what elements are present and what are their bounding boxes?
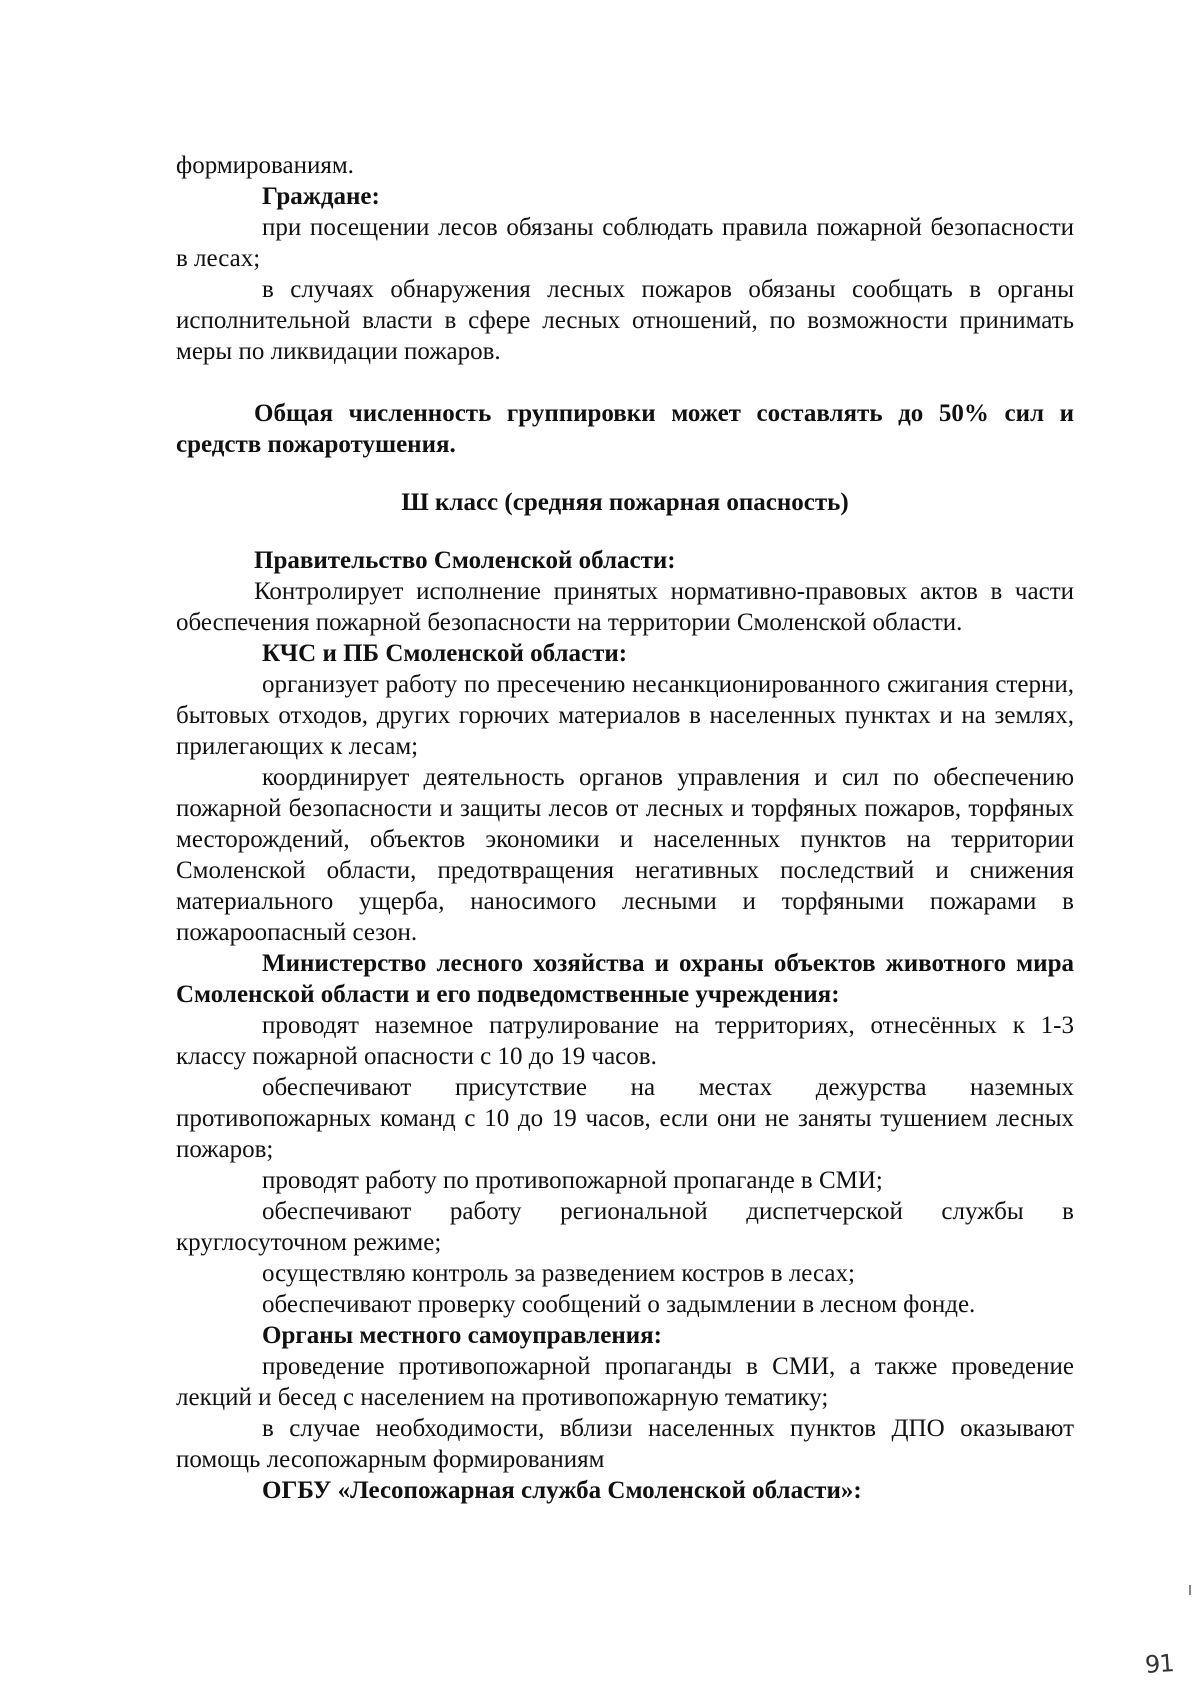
heading-citizens: Граждане: <box>262 183 380 210</box>
heading-government: Правительство Смоленской области: <box>254 547 676 574</box>
page-number: 91 <box>1144 1649 1175 1679</box>
paragraph-ministry-dispatch: обеспечивают работу региональной диспетчерской службы в круглосуточном режиме; <box>176 1198 1074 1256</box>
heading-ministry: Министерство лесного хозяйства и охраны объектов животного мира Смоленской области и его подведомственные учреждения: <box>176 950 1074 1008</box>
paragraph-kchs-organize: организует работу по пресечению несанкционированного сжигания стерни, бытовых отходов, других горючих материалов в населенных пунктах и на землях, прилегающих к лесам; <box>176 671 1074 760</box>
paragraph-local-propaganda: проведение противопожарной пропаганды в СМИ, а также проведение лекций и бесед с населением на противопожарную тематику; <box>176 1353 1074 1411</box>
paragraph-ministry-patrol: проводят наземное патрулирование на территориях, отнесённых к 1-3 классу пожарной опасности с 10 до 19 часов. <box>176 1012 1074 1070</box>
heading-group-strength: Общая численность группировки может составлять до 50% сил и средств пожаротушения. <box>176 400 1074 458</box>
scan-edge-mark <box>1189 1585 1191 1595</box>
paragraph-citizens-rules: при посещении лесов обязаны соблюдать правила пожарной безопасности в лесах; <box>176 214 1074 272</box>
paragraph-local-dpo-help: в случае необходимости, вблизи населенных пунктов ДПО оказывают помощь лесопожарным формированиям <box>176 1415 1074 1473</box>
heading-local-government: Органы местного самоуправления: <box>262 1322 662 1349</box>
paragraph-kchs-coordinate: координирует деятельность органов управления и сил по обеспечению пожарной безопасности и защиты лесов от лесных и торфяных пожаров, торфяных месторождений, объектов экономики и населенных пунктов на территории Смоленской области, предотвращения негативных последствий и снижения материального ущерба, наносимого лесными и торфяными пожарами в пожароопасный сезон. <box>176 764 1074 946</box>
paragraph-government-control: Контролирует исполнение принятых нормативно-правовых актов в части обеспечения пожарной безопасности на территории Смоленской области. <box>176 578 1074 636</box>
paragraph-ministry-fires-control: осуществляю контроль за разведением костров в лесах; <box>262 1260 855 1287</box>
paragraph-citizens-report: в случаях обнаружения лесных пожаров обязаны сообщать в органы исполнительной власти в сфере лесных отношений, по возможности принимать меры по ликвидации пожаров. <box>176 276 1074 365</box>
document-body <box>176 150 1074 1506</box>
heading-class-three: Ш класс (средняя пожарная опасность) <box>401 489 849 516</box>
heading-ogbu: ОГБУ «Лесопожарная служба Смоленской области»: <box>262 1477 862 1504</box>
paragraph-continuation: формированиям. <box>176 152 354 179</box>
heading-kchs: КЧС и ПБ Смоленской области: <box>262 640 628 667</box>
paragraph-ministry-smoke-check: обеспечивают проверку сообщений о задымлении в лесном фонде. <box>262 1291 976 1318</box>
paragraph-ministry-duty: обеспечивают присутствие на местах дежурства наземных противопожарных команд с 10 до 19 часов, если они не заняты тушением лесных пожаров; <box>176 1074 1074 1163</box>
paragraph-ministry-propaganda: проводят работу по противопожарной пропаганде в СМИ; <box>262 1167 883 1194</box>
